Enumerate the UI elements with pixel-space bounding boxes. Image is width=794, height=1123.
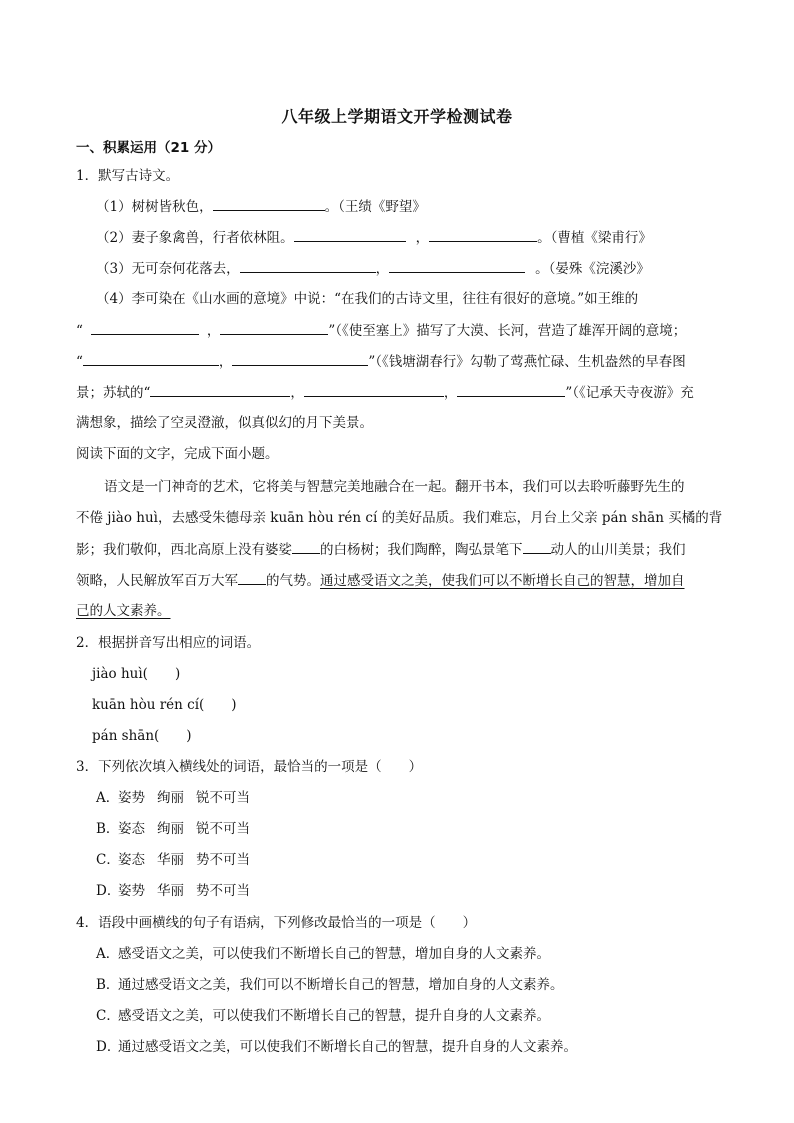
quote-mark: “ [76,354,83,370]
fill-blank[interactable] [238,570,266,585]
option-letter: A． [96,946,120,962]
comma: ， [290,385,304,401]
passage-line-3 [76,539,686,560]
passage-text: 的白杨树；我们陶醉，陶弘景笔下 [320,542,523,558]
q1-sub4-line4-source: ”（《记承天寺夜游》充 [565,385,694,401]
comma: ， [443,385,458,401]
q3-option-d[interactable] [96,881,250,901]
answer-blank[interactable] [389,258,525,273]
option-word: 锐不可当 [196,821,250,837]
option-word: 绚丽 [157,790,184,806]
option-text: 感受语文之美，可以使我们不断增长自己的智慧，增加自身的人文素养。 [118,946,550,962]
answer-blank[interactable] [220,320,328,335]
q1-sub2-text: （2）妻子象禽兽，行者依林阻。 [96,230,294,246]
option-word: 华丽 [157,852,184,868]
comma: ， [206,323,221,339]
option-text: 感受语文之美，可以使我们不断增长自己的智慧，提升自身的人文素养。 [118,1008,550,1024]
option-word: 姿态 [118,852,145,868]
option-letter: D． [96,1039,121,1055]
answer-blank[interactable] [304,382,444,397]
q1-sub2-source: 。（曹植《梁甫行》 [537,230,652,246]
passage-text: 的气势。 [266,573,320,589]
fill-blank[interactable] [292,539,320,554]
answer-blank[interactable] [83,351,219,366]
q1-sub4-line3-text: ”（《钱塘湖春行》勾勒了莺燕忙碌、生机盎然的早春图 [368,354,686,370]
option-letter: C． [96,852,120,868]
q1-sub1-source: 。（王绩《野望》 [324,199,426,215]
q4-stem: 4．语段中画横线的句子有语病，下列修改最恰当的一项是（ ） [76,915,477,931]
q1-sub1 [96,196,426,217]
option-word: 姿势 [118,883,145,899]
passage-line-5: 己的人文素养。 [76,603,171,619]
option-letter: D． [96,883,121,899]
comma: ， [415,230,430,246]
q2-pinyin-3[interactable]: pán shān( ) [92,728,192,744]
page-title: 八年级上学期语文开学检测试卷 [281,107,513,126]
answer-blank[interactable] [429,227,537,242]
passage-line-4 [76,570,685,591]
section-heading: 一、积累运用（21 分） [76,140,221,156]
comma: ， [218,354,233,370]
option-word: 姿态 [118,821,145,837]
option-word: 绚丽 [157,821,184,837]
option-word: 势不可当 [196,852,250,868]
option-letter: C． [96,1008,120,1024]
q1-sub4-line4-text: 景；苏轼的“ [76,385,151,401]
option-letter: B． [96,977,120,993]
option-letter: B． [96,821,120,837]
q3-option-b[interactable] [96,819,250,839]
q1-sub3 [96,258,650,279]
q3-stem: 3．下列依次填入横线处的词语，最恰当的一项是（ ） [76,759,423,775]
q1-sub4-line2-text: ”（《使至塞上》描写了大漠、长河，营造了雄浑开阔的意境； [328,323,687,339]
q1-sub4-line5: 满想象，描绘了空灵澄澈，似真似幻的月下美景。 [76,415,373,431]
q2-stem: 2．根据拼音写出相应的词语。 [76,635,261,651]
passage-text: 领略，人民解放军百万大军 [76,573,238,589]
q4-option-c[interactable] [96,1006,550,1026]
passage-text: 动人的山川美景；我们 [550,542,686,558]
q1-sub1-text: （1）树树皆秋色， [96,199,213,215]
option-word: 锐不可当 [196,790,250,806]
option-text: 通过感受语文之美，我们可以不断增长自己的智慧，增加自身的人文素养。 [118,977,564,993]
option-word: 姿势 [118,790,145,806]
option-word: 华丽 [157,883,184,899]
comma: ， [375,261,390,277]
answer-blank[interactable] [213,196,325,211]
q1-sub4-line3 [76,351,686,372]
underlined-sentence: 通过感受语文之美，使我们可以不断增长自己的智慧，增加自 [320,573,685,589]
q1-stem: 1．默写古诗文。 [76,168,180,184]
option-letter: A． [96,790,120,806]
option-word: 势不可当 [196,883,250,899]
quote-mark: “ [76,323,83,339]
q3-option-a[interactable] [96,788,250,808]
answer-blank[interactable] [150,382,290,397]
passage-line-1: 语文是一门神奇的艺术，它将美与智慧完美地融合在一起。翻开书本，我们可以去聆听藤野先生的 [104,479,685,495]
q1-sub3-source: 。（晏殊《浣溪沙》 [535,261,650,277]
q2-pinyin-2[interactable]: kuān hòu rén cí( ) [92,697,237,713]
fill-blank[interactable] [523,539,551,554]
answer-blank[interactable] [294,227,406,242]
q1-sub2 [96,227,652,248]
answer-blank[interactable] [240,258,376,273]
q3-option-c[interactable] [96,850,250,870]
q2-pinyin-1[interactable]: jiào huì( ) [92,666,181,682]
passage-line-2: 不倦 jiào huì，去感受朱德母亲 kuān hòu rén cí 的美好品质。我们难忘，月台上父亲 pán shān 买橘的背 [76,510,723,526]
passage-text: 影；我们敬仰，西北高原上没有婆娑 [76,542,292,558]
q1-sub3-text: （3）无可奈何花落去， [96,261,240,277]
answer-blank[interactable] [457,382,565,397]
q4-option-d[interactable] [96,1037,577,1057]
q4-option-a[interactable] [96,944,550,964]
answer-blank[interactable] [232,351,368,366]
answer-blank[interactable] [91,320,199,335]
q4-option-b[interactable] [96,975,564,995]
reading-intro: 阅读下面的文字，完成下面小题。 [76,446,279,462]
q1-sub4-line1: （4）李可染在《山水画的意境》中说：“在我们的古诗文里，往往有很好的意境。”如王维的 [96,291,639,307]
q1-sub4-line4 [76,382,694,403]
q1-sub4-line2 [76,320,686,341]
option-text: 通过感受语文之美，可以使我们不断增长自己的智慧，提升自身的人文素养。 [118,1039,577,1055]
